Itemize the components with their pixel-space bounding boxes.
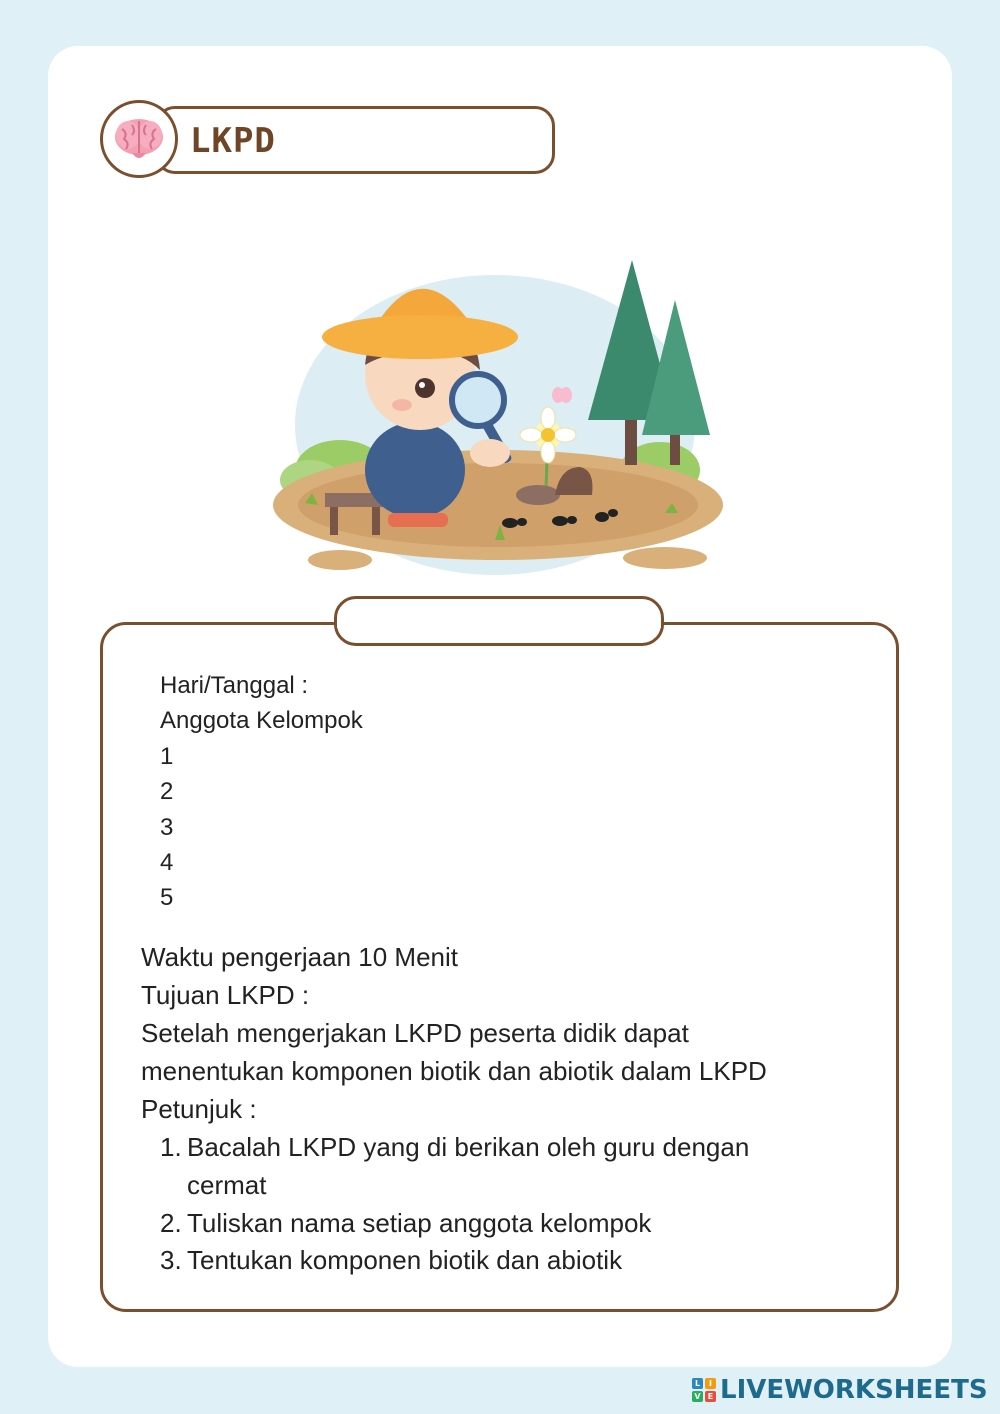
instruction-text: Tentukan komponen biotik dan abiotik — [187, 1245, 623, 1275]
member-number: 1 — [160, 743, 174, 770]
instruction-text: Tuliskan nama setiap anggota kelompok — [187, 1208, 652, 1238]
member-number: 2 — [160, 778, 174, 805]
date-label: Hari/Tanggal : — [160, 672, 309, 699]
instruction-number: 2. — [160, 1208, 182, 1238]
instruction-number: 1. — [160, 1132, 182, 1162]
instruction-number: 3. — [160, 1245, 182, 1275]
goal-text: menentukan komponen biotik dan abiotik dalam LKPD — [141, 1056, 767, 1086]
brain-icon — [110, 113, 168, 167]
child-magnifier-illustration — [270, 255, 730, 575]
logo-mark-icon: L I V E — [692, 1378, 716, 1402]
liveworksheets-logo[interactable] — [692, 1372, 988, 1408]
goal-text: Setelah mengerjakan LKPD peserta didik dapat — [141, 1018, 689, 1048]
page-title: LKPD — [190, 121, 276, 161]
group-label: Anggota Kelompok — [160, 707, 363, 734]
instruction-text: cermat — [187, 1170, 267, 1200]
goal-label: Tujuan LKPD : — [141, 980, 310, 1010]
member-number: 3 — [160, 814, 174, 841]
member-number: 4 — [160, 849, 174, 876]
title-badge — [100, 100, 178, 178]
instruction-text: Bacalah LKPD yang di berikan oleh guru dengan — [187, 1132, 750, 1162]
time-text: Waktu pengerjaan 10 Menit — [141, 942, 459, 972]
member-number: 5 — [160, 884, 174, 911]
logo-text: LIVEWORKSHEETS — [720, 1375, 988, 1405]
instructions-label: Petunjuk : — [141, 1094, 257, 1124]
